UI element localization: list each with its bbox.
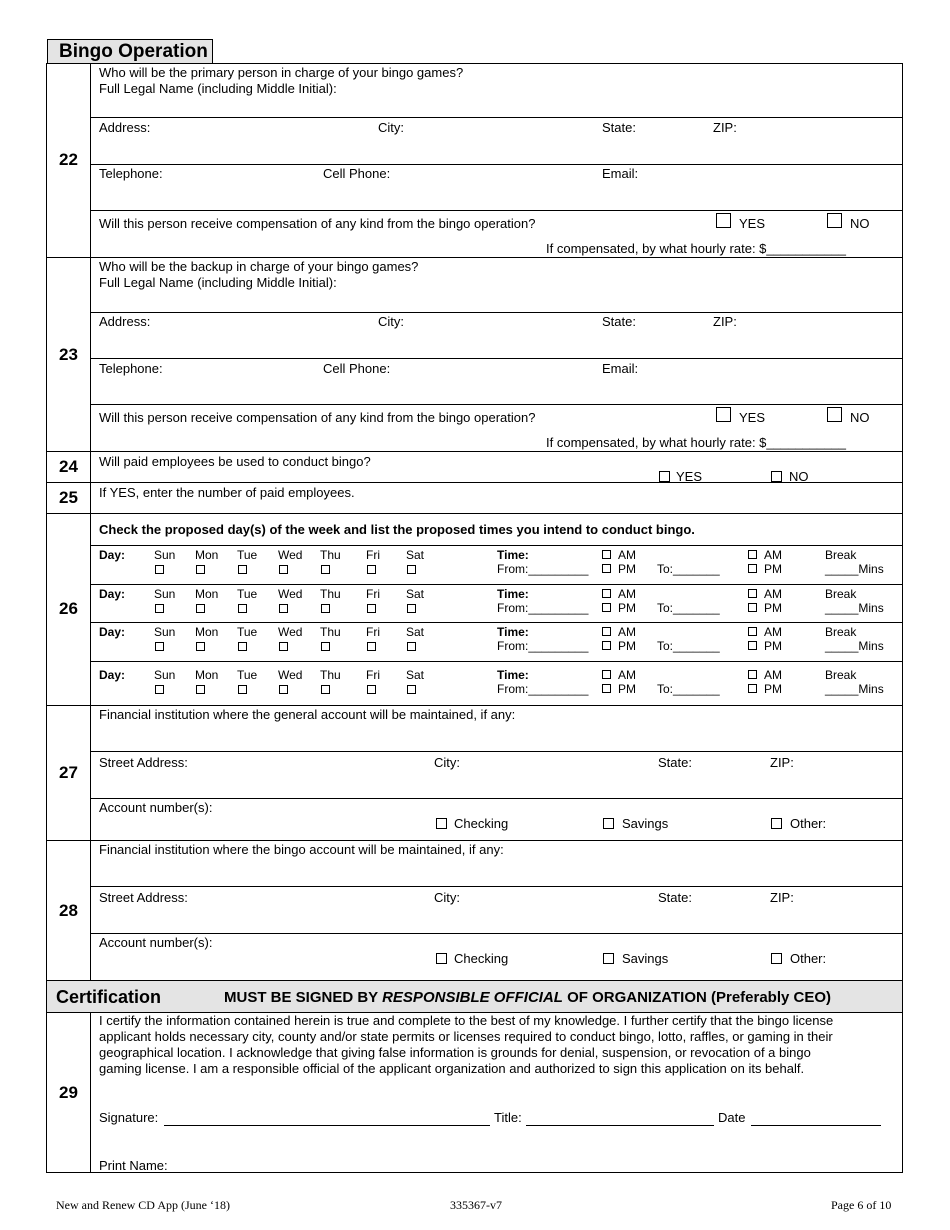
- schedule-2-break-mins-field[interactable]: _____Mins: [825, 601, 884, 615]
- schedule-3-to-pm-checkbox[interactable]: [748, 641, 757, 650]
- schedule-3-from-am-checkbox[interactable]: [602, 627, 611, 636]
- q23-yes-label: YES: [739, 410, 766, 425]
- schedule-2-time-label: Time:: [497, 587, 529, 601]
- q22-yes-label: YES: [739, 216, 766, 231]
- q29-print-name-label: Print Name:: [99, 1158, 168, 1173]
- schedule-3-to-field[interactable]: To:_______: [657, 639, 720, 653]
- schedule-3-break-label: Break: [825, 625, 857, 639]
- schedule-2-from-field[interactable]: From:_________: [497, 601, 589, 615]
- schedule-4-day-sun-label: Sun: [154, 668, 176, 682]
- schedule-4-day-wed-label: Wed: [278, 668, 303, 682]
- q23-address-label: Address:: [99, 314, 151, 329]
- q27-checking-checkbox[interactable]: [436, 818, 447, 829]
- schedule-3-day-mon-label: Mon: [195, 625, 219, 639]
- schedule-3-day-sat-label: Sat: [406, 625, 425, 639]
- schedule-4-day-sat-label: Sat: [406, 668, 425, 682]
- schedule-4-from-am-checkbox[interactable]: [602, 670, 611, 679]
- q23-yes-checkbox[interactable]: [716, 407, 731, 422]
- schedule-1-day-label: Day:: [99, 548, 126, 562]
- schedule-1-day-tue-label: Tue: [237, 548, 258, 562]
- schedule-1-day-wed-label: Wed: [278, 548, 303, 562]
- schedule-2-day-mon-checkbox[interactable]: [196, 604, 205, 613]
- q22-address-label: Address:: [99, 120, 151, 135]
- schedule-4-to-pm-checkbox[interactable]: [748, 684, 757, 693]
- q22-city-label: City:: [378, 120, 404, 135]
- schedule-4-day-thu-checkbox[interactable]: [321, 685, 330, 694]
- schedule-1-day-sun-checkbox[interactable]: [155, 565, 164, 574]
- q23-zip-label: ZIP:: [713, 314, 737, 329]
- schedule-4-to-field[interactable]: To:_______: [657, 682, 720, 696]
- schedule-2-day-wed-label: Wed: [278, 587, 303, 601]
- schedule-1-day-sun-label: Sun: [154, 548, 176, 562]
- schedule-4-break-label: Break: [825, 668, 857, 682]
- date-line[interactable]: [751, 1125, 881, 1126]
- q23-no-checkbox[interactable]: [827, 407, 842, 422]
- q22-compensation-question: Will this person receive compensation of any kind from the bingo operation?: [99, 216, 536, 231]
- q23-cell-phone-label: Cell Phone:: [323, 361, 391, 376]
- schedule-3-day-tue-checkbox[interactable]: [238, 642, 247, 651]
- q27-savings-checkbox[interactable]: [603, 818, 614, 829]
- schedule-3-break-mins-field[interactable]: _____Mins: [825, 639, 884, 653]
- schedule-1-day-tue-checkbox[interactable]: [238, 565, 247, 574]
- q25-number-of-employees-label: If YES, enter the number of paid employees.: [99, 485, 355, 500]
- q22-no-label: NO: [850, 216, 870, 231]
- schedule-2-to-am-label: AM: [764, 587, 782, 601]
- title-line[interactable]: [526, 1125, 714, 1126]
- schedule-1-day-wed-checkbox[interactable]: [279, 565, 288, 574]
- schedule-1-day-fri-checkbox[interactable]: [367, 565, 376, 574]
- schedule-4-time-label: Time:: [497, 668, 529, 682]
- question-number-29: 29: [59, 1083, 78, 1102]
- schedule-1-to-field[interactable]: To:_______: [657, 562, 720, 576]
- schedule-4-day-thu-label: Thu: [320, 668, 341, 682]
- question-number-22: 22: [59, 150, 78, 169]
- schedule-3-from-am-label: AM: [618, 625, 636, 639]
- schedule-2-day-mon-label: Mon: [195, 587, 219, 601]
- schedule-2-to-field[interactable]: To:_______: [657, 601, 720, 615]
- q28-savings-label: Savings: [622, 951, 669, 966]
- schedule-2-day-fri-label: Fri: [366, 587, 380, 601]
- schedule-2-to-pm-checkbox[interactable]: [748, 603, 757, 612]
- q28-other-label: Other:: [790, 951, 827, 966]
- schedule-1-from-field[interactable]: From:_________: [497, 562, 589, 576]
- schedule-4-day-tue-label: Tue: [237, 668, 258, 682]
- schedule-3-from-field[interactable]: From:_________: [497, 639, 589, 653]
- schedule-1-from-am-label: AM: [618, 548, 636, 562]
- schedule-4-day-mon-checkbox[interactable]: [196, 685, 205, 694]
- q23-hourly-rate-field[interactable]: If compensated, by what hourly rate: $___________: [546, 435, 846, 450]
- q23-state-label: State:: [602, 314, 636, 329]
- q24-yes-checkbox[interactable]: [659, 471, 670, 482]
- q23-compensation-question: Will this person receive compensation of any kind from the bingo operation?: [99, 410, 536, 425]
- q22-yes-checkbox[interactable]: [716, 213, 731, 228]
- schedule-1-day-sat-label: Sat: [406, 548, 425, 562]
- schedule-1-day-thu-checkbox[interactable]: [321, 565, 330, 574]
- signature-line[interactable]: [164, 1125, 490, 1126]
- q28-checking-checkbox[interactable]: [436, 953, 447, 964]
- schedule-1-from-pm-checkbox[interactable]: [602, 564, 611, 573]
- q22-primary-person-label: Who will be the primary person in charge of your bingo games?: [99, 65, 464, 80]
- schedule-2-from-pm-checkbox[interactable]: [602, 603, 611, 612]
- schedule-3-day-wed-checkbox[interactable]: [279, 642, 288, 651]
- q24-paid-employees-question: Will paid employees be used to conduct bingo?: [99, 454, 371, 469]
- q27-city-label: City:: [434, 755, 460, 770]
- q29-certify-line-1: I certify the information contained herein is true and complete to the best of my knowledge. I further certify that the bingo license: [99, 1013, 834, 1028]
- q29-date-label: Date: [718, 1110, 746, 1125]
- schedule-3-from-pm-checkbox[interactable]: [602, 641, 611, 650]
- schedule-3-to-pm-label: PM: [764, 639, 782, 653]
- schedule-4-day-label: Day:: [99, 668, 126, 682]
- schedule-3-day-sat-checkbox[interactable]: [407, 642, 416, 651]
- schedule-4-day-mon-label: Mon: [195, 668, 219, 682]
- question-number-27: 27: [59, 763, 78, 782]
- q22-no-checkbox[interactable]: [827, 213, 842, 228]
- schedule-4-from-pm-label: PM: [618, 682, 636, 696]
- schedule-4-from-pm-checkbox[interactable]: [602, 684, 611, 693]
- question-number-24: 24: [59, 457, 78, 476]
- q27-other-checkbox[interactable]: [771, 818, 782, 829]
- schedule-1-time-label: Time:: [497, 548, 529, 562]
- q28-checking-label: Checking: [454, 951, 509, 966]
- q27-zip-label: ZIP:: [770, 755, 794, 770]
- question-number-26: 26: [59, 599, 78, 618]
- schedule-3-day-wed-label: Wed: [278, 625, 303, 639]
- section-title: Bingo Operation: [59, 41, 208, 62]
- schedule-4-day-sat-checkbox[interactable]: [407, 685, 416, 694]
- schedule-1-day-sat-checkbox[interactable]: [407, 565, 416, 574]
- schedule-1-day-thu-label: Thu: [320, 548, 341, 562]
- q27-savings-label: Savings: [622, 816, 669, 831]
- schedule-2-day-sat-label: Sat: [406, 587, 425, 601]
- q22-cell-phone-label: Cell Phone:: [323, 166, 391, 181]
- certification-header: [46, 980, 903, 1013]
- q23-city-label: City:: [378, 314, 404, 329]
- q28-account-numbers-label: Account number(s):: [99, 935, 213, 950]
- schedule-3-day-thu-checkbox[interactable]: [321, 642, 330, 651]
- schedule-1-to-am-checkbox[interactable]: [748, 550, 757, 559]
- schedule-2-day-wed-checkbox[interactable]: [279, 604, 288, 613]
- q29-title-label: Title:: [494, 1110, 522, 1125]
- schedule-2-from-am-label: AM: [618, 587, 636, 601]
- schedule-2-day-sat-checkbox[interactable]: [407, 604, 416, 613]
- q24-no-checkbox[interactable]: [771, 471, 782, 482]
- schedule-3-day-mon-checkbox[interactable]: [196, 642, 205, 651]
- schedule-4-day-fri-label: Fri: [366, 668, 380, 682]
- schedule-4-day-fri-checkbox[interactable]: [367, 685, 376, 694]
- schedule-2-break-label: Break: [825, 587, 857, 601]
- q29-certify-line-2: applicant holds necessary city, county and/or state permits or licenses required to conduct bingo, lotto, raffles, or gaming in their: [99, 1029, 833, 1044]
- schedule-1-from-am-checkbox[interactable]: [602, 550, 611, 559]
- schedule-2-day-fri-checkbox[interactable]: [367, 604, 376, 613]
- schedule-3-day-tue-label: Tue: [237, 625, 258, 639]
- schedule-3-from-pm-label: PM: [618, 639, 636, 653]
- schedule-3-day-fri-label: Fri: [366, 625, 380, 639]
- q28-other-checkbox[interactable]: [771, 953, 782, 964]
- footer-doc-id: 335367-v7: [450, 1198, 502, 1212]
- schedule-1-to-pm-checkbox[interactable]: [748, 564, 757, 573]
- q22-email-label: Email:: [602, 166, 639, 181]
- question-number-28: 28: [59, 901, 78, 920]
- q28-zip-label: ZIP:: [770, 890, 794, 905]
- schedule-3-day-sun-checkbox[interactable]: [155, 642, 164, 651]
- q29-certify-line-3: geographical location. I acknowledge that giving false information is grounds for denial, suspension, or revocation of a bingo: [99, 1045, 811, 1060]
- schedule-2-to-pm-label: PM: [764, 601, 782, 615]
- q28-city-label: City:: [434, 890, 460, 905]
- question-number-25: 25: [59, 488, 78, 507]
- schedule-2-day-thu-label: Thu: [320, 587, 341, 601]
- schedule-1-from-pm-label: PM: [618, 562, 636, 576]
- schedule-1-to-am-label: AM: [764, 548, 782, 562]
- schedule-1-break-label: Break: [825, 548, 857, 562]
- q23-telephone-label: Telephone:: [99, 361, 163, 376]
- q27-other-label: Other:: [790, 816, 827, 831]
- q23-full-name-label: Full Legal Name (including Middle Initial):: [99, 275, 337, 290]
- q23-backup-person-label: Who will be the backup in charge of your bingo games?: [99, 259, 419, 274]
- q27-street-address-label: Street Address:: [99, 755, 188, 770]
- schedule-4-break-mins-field[interactable]: _____Mins: [825, 682, 884, 696]
- schedule-1-break-mins-field[interactable]: _____Mins: [825, 562, 884, 576]
- footer-form-name: New and Renew CD App (June ‘18): [56, 1198, 230, 1212]
- q26-schedule-heading: Check the proposed day(s) of the week and list the proposed times you intend to conduct bingo.: [99, 522, 695, 537]
- schedule-3-day-label: Day:: [99, 625, 126, 639]
- schedule-2-to-am-checkbox[interactable]: [748, 589, 757, 598]
- schedule-4-from-field[interactable]: From:_________: [497, 682, 589, 696]
- q28-savings-checkbox[interactable]: [603, 953, 614, 964]
- schedule-4-day-sun-checkbox[interactable]: [155, 685, 164, 694]
- footer-page-number: Page 6 of 10: [831, 1198, 892, 1212]
- schedule-4-to-am-checkbox[interactable]: [748, 670, 757, 679]
- q27-account-numbers-label: Account number(s):: [99, 800, 213, 815]
- q22-state-label: State:: [602, 120, 636, 135]
- schedule-4-day-tue-checkbox[interactable]: [238, 685, 247, 694]
- schedule-2-day-sun-checkbox[interactable]: [155, 604, 164, 613]
- q23-no-label: NO: [850, 410, 870, 425]
- schedule-2-day-thu-checkbox[interactable]: [321, 604, 330, 613]
- schedule-4-day-wed-checkbox[interactable]: [279, 685, 288, 694]
- q23-email-label: Email:: [602, 361, 639, 376]
- q27-checking-label: Checking: [454, 816, 509, 831]
- schedule-3-day-fri-checkbox[interactable]: [367, 642, 376, 651]
- q29-certify-line-4: gaming license. I am a responsible official of the applicant organization and authorized to sign this application on its behalf.: [99, 1061, 805, 1076]
- q22-telephone-label: Telephone:: [99, 166, 163, 181]
- q22-full-name-label: Full Legal Name (including Middle Initial):: [99, 81, 337, 96]
- schedule-4-from-am-label: AM: [618, 668, 636, 682]
- schedule-3-to-am-checkbox[interactable]: [748, 627, 757, 636]
- schedule-1-to-pm-label: PM: [764, 562, 782, 576]
- schedule-2-from-am-checkbox[interactable]: [602, 589, 611, 598]
- q29-signature-label: Signature:: [99, 1110, 159, 1125]
- q28-street-address-label: Street Address:: [99, 890, 188, 905]
- q24-no-label: NO: [789, 469, 809, 484]
- schedule-1-day-mon-label: Mon: [195, 548, 219, 562]
- q28-state-label: State:: [658, 890, 692, 905]
- question-number-23: 23: [59, 345, 78, 364]
- q27-general-account-label: Financial institution where the general account will be maintained, if any:: [99, 707, 516, 722]
- section-title-tab: [47, 39, 213, 64]
- certification-instruction: MUST BE SIGNED BY RESPONSIBLE OFFICIAL OF ORGANIZATION (Preferably CEO): [224, 989, 832, 1006]
- schedule-4-to-pm-label: PM: [764, 682, 782, 696]
- schedule-3-day-sun-label: Sun: [154, 625, 176, 639]
- schedule-3-time-label: Time:: [497, 625, 529, 639]
- q27-state-label: State:: [658, 755, 692, 770]
- schedule-3-day-thu-label: Thu: [320, 625, 341, 639]
- schedule-2-day-tue-label: Tue: [237, 587, 258, 601]
- schedule-1-day-mon-checkbox[interactable]: [196, 565, 205, 574]
- schedule-4-to-am-label: AM: [764, 668, 782, 682]
- schedule-3-to-am-label: AM: [764, 625, 782, 639]
- q22-zip-label: ZIP:: [713, 120, 737, 135]
- certification-title: Certification: [56, 987, 162, 1007]
- schedule-2-from-pm-label: PM: [618, 601, 636, 615]
- q22-hourly-rate-field[interactable]: If compensated, by what hourly rate: $___________: [546, 241, 846, 256]
- schedule-2-day-label: Day:: [99, 587, 126, 601]
- schedule-2-day-tue-checkbox[interactable]: [238, 604, 247, 613]
- schedule-2-day-sun-label: Sun: [154, 587, 176, 601]
- q24-yes-label: YES: [676, 469, 703, 484]
- q28-bingo-account-label: Financial institution where the bingo account will be maintained, if any:: [99, 842, 504, 857]
- schedule-1-day-fri-label: Fri: [366, 548, 380, 562]
